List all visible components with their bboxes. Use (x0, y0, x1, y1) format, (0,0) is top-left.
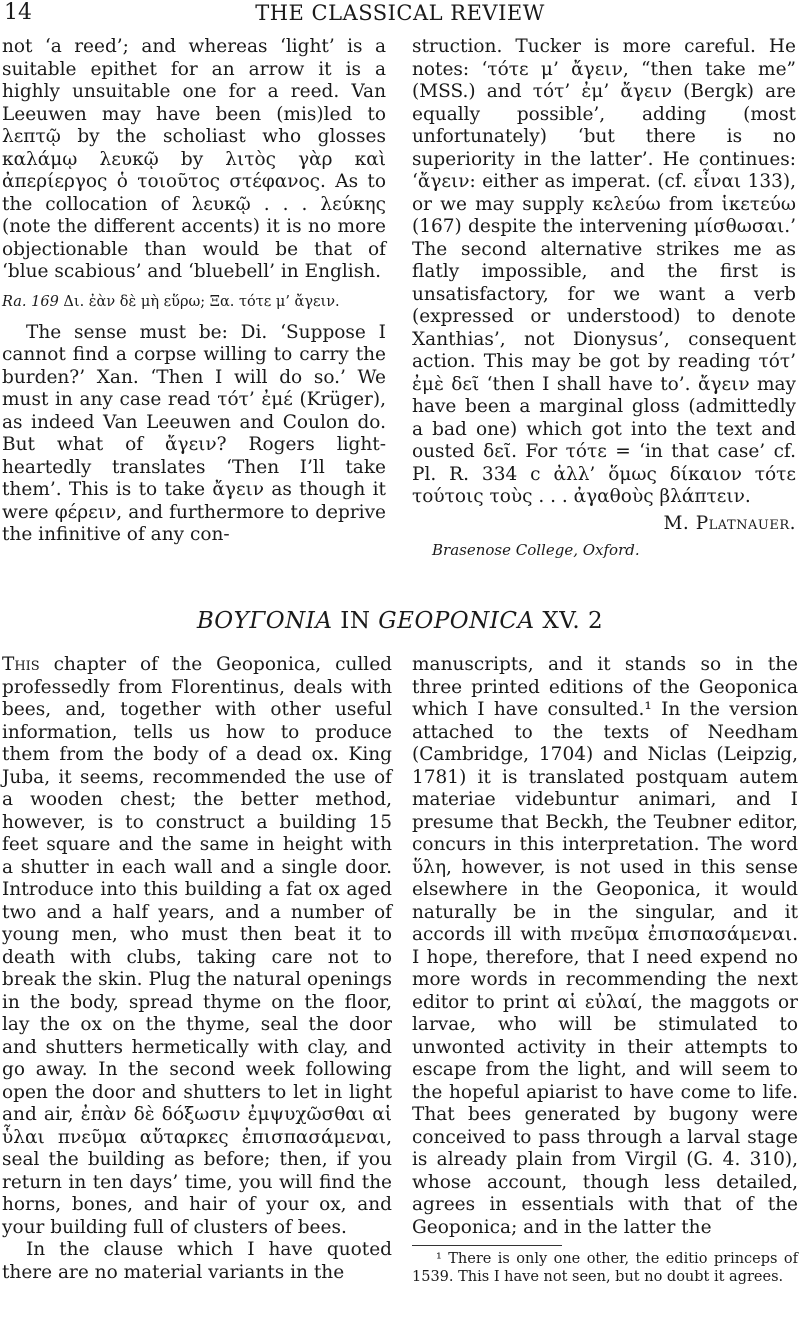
page-number: 14 (4, 0, 32, 25)
footnote-rule (412, 1245, 562, 1246)
verse-reference: Ra. 169 (2, 293, 59, 310)
article1-left-para2: The sense must be: Di. ‘Suppose I cannot find a corpse willing to carry the burden?’ Xan. ‘Then I will do so.’ We must in any case read τότ’ ἐμέ (Krüger), as indeed Van Leeuwen and Coulon do. But what of ἄγειν? Rogers light-heartedly translates ‘Then I’ll take them’. This is to take ἄγειν as though it were φέρειν, and furthermore to deprive the infinitive of any con- (2, 321, 386, 545)
footnote: ¹ There is only one other, the editio princeps of 1539. This I have not seen, but no doubt it agrees. (412, 1251, 798, 1285)
article2-right-column (412, 654, 798, 1286)
article1-right-column (412, 36, 796, 562)
section-title (0, 606, 800, 636)
article2-left-para2: In the clause which I have quoted there are no material variants in the (2, 1239, 392, 1283)
article2-left-para1-text: chapter of the Geoponica, culled professedly from Florentinus, deals with bees, and, together with other useful information, tells us how to produce them from the body of a dead ox. King Juba, it seems, recommended the use of a wooden chest; the better method, however, is to construct a building 15 feet square and the same in height with a shutter in each wall and a single door. Introduce into this building a fat ox aged two and a half years, and a number of young men, who must then beat it to death with clubs, taking care not to break the skin. Plug the natural openings in the body, spread thyme on the floor, lay the ox on the thyme, seal the door and shutters hermetically with clay, and go away. In the second week following open the door and shutters to let in light and air, ἐπὰν δὲ δόξωσιν ἐμψυχῶσθαι αἱ ὗλαι πνεῦμα αὔταρκες ἐπισπασάμεναι, seal the building as before; then, if you return in ten days’ time, you will find the horns, bones, and hair of your ox, and your building full of clusters of bees. (2, 654, 392, 1238)
title-in: IN (340, 608, 371, 634)
author-signature: M. Platnauer. (663, 512, 796, 534)
article2-left-para1 (2, 654, 392, 1239)
journal-title: THE CLASSICAL REVIEW (255, 1, 545, 25)
running-header (0, 0, 800, 28)
article2-right-para1: manuscripts, and it stands so in the three printed editions of the Geoponica which I have consulted.¹ In the version attached to the texts of Needham (Cambridge, 1704) and Niclas (Leipzig, 1781) it is translated postquam autem materiae videbuntur animari, and I presume that Beckh, the Teubner editor, concurs in this interpretation. The word ὕλη, however, is not used in this sense elsewhere in the Geoponica, it would naturally be in the singular, and it accords ill with πνεῦμα ἐπισπασάμεναι. I hope, therefore, that I need expend no more words in recommending the next editor to print αἱ εὐλαί, the maggots or larvae, who will be stimulated to unwonted activity in their attempts to escape from the light, and will seem to the hopeful apiarist to have come to life. That bees generated by bugony were conceived to pass through a larval stage is already plain from Virgil (G. 4. 310), whose account, though less detailed, agrees in essentials with that of the Geoponica; and in the latter the (412, 654, 798, 1238)
article1-left-para1: not ‘a reed’; and whereas ‘light’ is a suitable epithet for an arrow it is a highly unsuitable one for a reed. Van Leeuwen may have been (mis)led to λεπτῷ by the scholiast who glosses καλάμῳ λευκῷ by λιτὸς γὰρ καὶ ἀπερίεργος ὁ τοιοῦτος στέφανος. As to the collocation of λευκῷ . . . λεύκης (note the different accents) it is no more objectionable than would be that of ‘blue scabious’ and ‘bluebell’ in English. (2, 36, 386, 282)
verse-quote (2, 292, 386, 312)
article1-right-para1: struction. Tucker is more careful. He notes: ‘τότε μ’ ἄγειν, “then take me” (MSS.) and τότ’ ἐμ’ ἄγειν (Bergk) are equally possible’, adding (most unfortunately) ‘but there is no superiority in the latter’. He continues: ‘ἄγειν: either as imperat. (cf. εἶναι 133), or we may supply κελεύω from ἱκετεύω (167) despite the intervening μίσθωσαι.’ The second alternative strikes me as flatly impossible, and the first is unsatisfactory, for we want a verb (expressed or understood) to denote Xanthias’, not Dionysus’, consequent action. This may be got by reading τότ’ ἐμὲ δεῖ ‘then I shall have to’. ἄγειν may have been a marginal gloss (admittedly a bad one) which got into the text and ousted δεῖ. For τότε = ‘in that case’ cf. Pl. R. 334 c ἀλλ’ ὅμως δίκαιον τότε τούτοις τοὺς . . . ἀγαθοὺς βλάπτειν. (412, 36, 796, 507)
verse-text: Δι. ἐὰν δὲ μὴ εὕρω; Ξα. τότε μ’ ἄγειν. (63, 293, 340, 310)
title-greek: ΒΟΥΓΟΝΙΑ (196, 608, 333, 634)
article1-left-column (2, 36, 386, 547)
dropcap-word: This (2, 654, 40, 675)
article2-left-column (2, 654, 392, 1284)
title-latin: GEOPONICA (378, 608, 535, 634)
author-affiliation: Brasenose College, Oxford. (432, 541, 640, 559)
title-ref: XV. 2 (542, 608, 604, 634)
